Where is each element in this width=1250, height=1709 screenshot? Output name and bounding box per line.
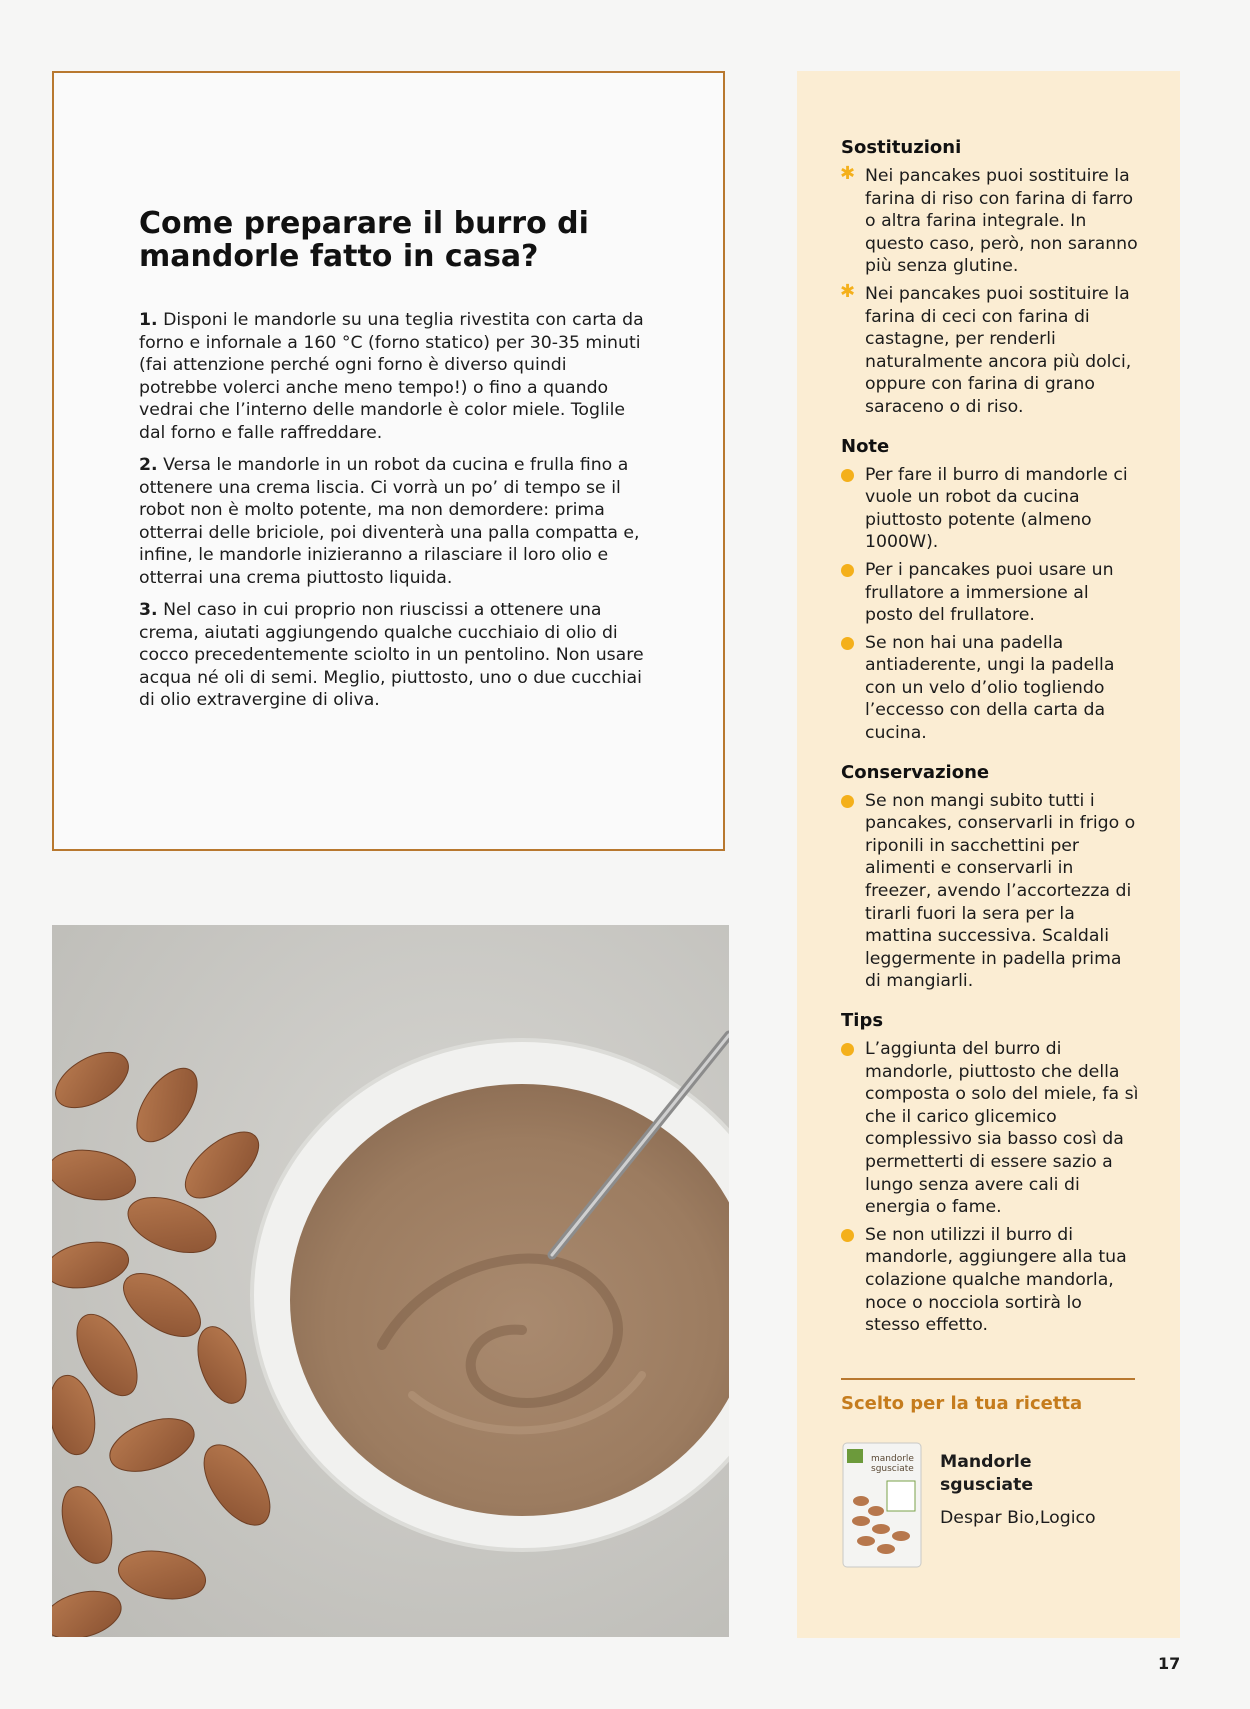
divider bbox=[841, 1378, 1135, 1380]
page-number: 17 bbox=[1158, 1654, 1181, 1673]
product-card bbox=[841, 1441, 1141, 1571]
item-text: Se non utilizzi il burro di mandorle, aggiungere alla tua colazione qualche mandorla, noce o nocciola sortirà lo stesso effetto. bbox=[865, 1224, 1127, 1336]
section-sostituzioni bbox=[841, 137, 1141, 419]
bullet-dot-icon bbox=[841, 1043, 854, 1056]
recipe-step bbox=[139, 454, 649, 589]
item-text: Se non hai una padella antiaderente, ungi la padella con un velo d’olio togliendo l’eccesso con della carta da cucina. bbox=[865, 632, 1115, 744]
item-text: Nei pancakes puoi sostituire la farina di riso con farina di farro o altra farina integrale. In questo caso, però, non saranno più senza glutine. bbox=[865, 166, 1138, 277]
section-title: Note bbox=[841, 435, 890, 457]
sidebar bbox=[797, 71, 1180, 1638]
step-text: Nel caso in cui proprio non riuscissi a ottenere una crema, aiutati aggiungendo qualche cucchiaio di olio di cocco precedentemente sciolto in un pentolino. Non usare acqua né oli di semi. Meglio, piuttosto, uno o due cucchiai di olio extravergine di oliva. bbox=[139, 600, 644, 710]
almond-butter-illustration bbox=[52, 925, 729, 1637]
section-title: Tips bbox=[841, 1010, 884, 1031]
bullet-dot-icon bbox=[841, 637, 854, 650]
section-title: Sostituzioni bbox=[841, 137, 962, 158]
list-item bbox=[841, 559, 1141, 627]
product-brand: Despar Bio,Logico bbox=[940, 1508, 1096, 1528]
section-conservazione bbox=[841, 762, 1141, 993]
list-item bbox=[841, 632, 1141, 745]
list-item bbox=[840, 280, 1141, 419]
item-text: Per i pancakes puoi usare un frullatore a immersione al posto del frullatore. bbox=[865, 559, 1114, 626]
step-text: Disponi le mandorle su una teglia rivestita con carta da forno e infornale a 160 °C (forno statico) per 30-35 minuti (fai attenzione perché ogni forno è diverso quindi potrebbe volerci anche meno tempo!) o fino a quando vedrai che l’interno delle mandorle è color miele. Toglile dal forno e falle raffreddare. bbox=[139, 310, 644, 443]
product-name: Mandorle sgusciate bbox=[940, 1452, 1034, 1495]
list-item bbox=[841, 790, 1141, 993]
list-item bbox=[841, 1038, 1141, 1219]
list-item bbox=[841, 1224, 1141, 1337]
recipe-box bbox=[52, 71, 725, 851]
almond-butter-photo bbox=[52, 925, 729, 1637]
step-number: 3. bbox=[139, 600, 158, 620]
list-item bbox=[841, 464, 1141, 554]
almond-package-image bbox=[841, 1441, 923, 1569]
list-item bbox=[841, 165, 1141, 278]
recipe-title: Come preparare il burro di mandorle fatto in casa? bbox=[139, 206, 589, 274]
package-label: mandorle bbox=[871, 1454, 914, 1464]
star-icon: ✱ bbox=[840, 280, 856, 302]
step-number: 1. bbox=[139, 310, 158, 330]
section-tips bbox=[841, 1010, 1141, 1337]
scelto-title: Scelto per la tua ricetta bbox=[841, 1393, 1083, 1414]
step-text: Versa le mandorle in un robot da cucina e frulla fino a ottenere una crema liscia. Ci vorrà un po’ di tempo se il robot non è molto potente, ma non demordere: prima otterrai delle briciole, poi diventerà una palla compatta e, infine, le mandorle inizieranno a rilasciare il loro olio e otterrai una crema piuttosto liquida. bbox=[139, 455, 640, 588]
bullet-dot-icon bbox=[841, 1229, 854, 1242]
item-text: Nei pancakes puoi sostituire la farina di ceci con farina di castagne, per renderli naturalmente ancora più dolci, oppure con farina di grano saraceno o di riso. bbox=[865, 283, 1132, 417]
package-label: sgusciate bbox=[871, 1464, 914, 1474]
section-note bbox=[841, 436, 1141, 745]
bullet-dot-icon bbox=[841, 795, 854, 808]
step-number: 2. bbox=[139, 455, 158, 475]
star-icon: ✱ bbox=[840, 163, 856, 184]
recipe-step bbox=[139, 309, 649, 444]
section-title: Conservazione bbox=[841, 761, 990, 783]
recipe-steps bbox=[139, 309, 649, 722]
bullet-dot-icon bbox=[841, 564, 854, 577]
sidebar-content bbox=[841, 137, 1141, 1354]
item-text: Se non mangi subito tutti i pancakes, conservarli in frigo o riponili in sacchettini per alimenti e conservarli in freezer, avendo l’accortezza di tirarli fuori la sera per la mattina successiva. Scaldali leggermente in padella prima di mangiarli. bbox=[865, 790, 1136, 992]
bullet-dot-icon bbox=[841, 469, 854, 482]
item-text: Per fare il burro di mandorle ci vuole un robot da cucina piuttosto potente (almeno 1000W). bbox=[865, 464, 1128, 553]
item-text: L’aggiunta del burro di mandorle, piuttosto che della composta o solo del miele, fa sì che il carico glicemico complessivo sia basso così da permetterti di essere sazio a lungo senza avere cali di energia o fame. bbox=[865, 1039, 1139, 1218]
recipe-step bbox=[139, 599, 649, 712]
